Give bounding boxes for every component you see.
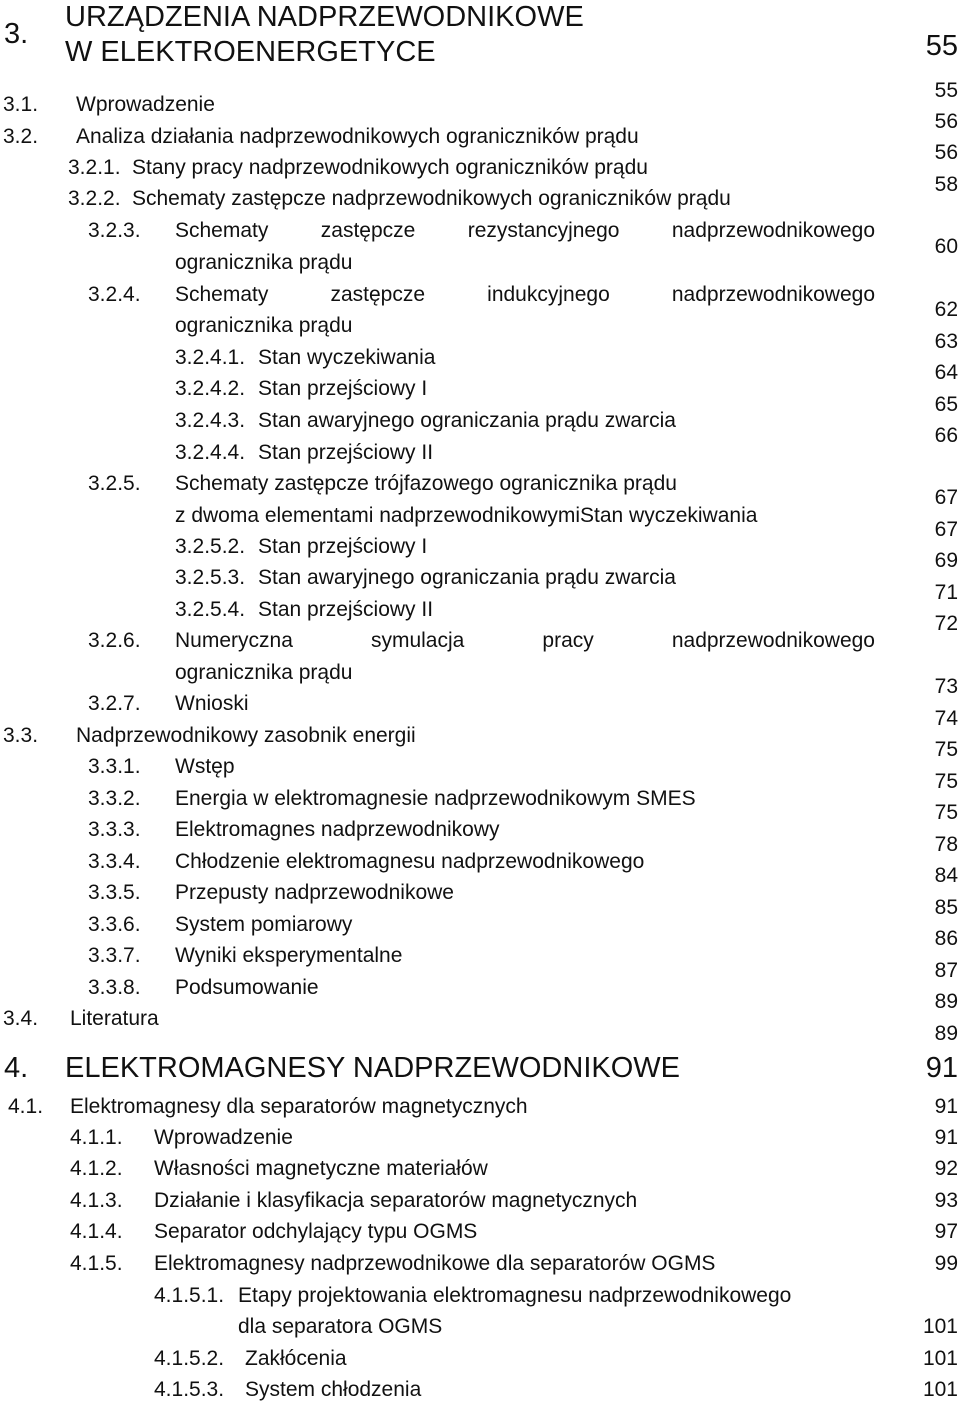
toc-entry-page: 64	[934, 361, 958, 384]
toc-entry-title: Stan przejściowy II	[258, 441, 434, 464]
toc-entry-number: 3.4.	[3, 1007, 39, 1030]
toc-entry-page: 72	[934, 612, 958, 635]
toc-entry-page: 89	[934, 1022, 958, 1045]
toc-entry-number: 4.1.5.3.	[154, 1378, 225, 1401]
toc-entry-title: Wnioski	[175, 692, 249, 715]
toc-entry-page: 93	[934, 1189, 958, 1212]
toc-entry-title: Schematy zastępcze rezystancyjnego nadprzewodnikowego	[175, 219, 875, 242]
toc-entry-page: 75	[934, 801, 958, 824]
toc-entry-title: Wyniki eksperymentalne	[175, 944, 403, 967]
toc-entry-number: 3.2.5.2.	[175, 535, 246, 558]
toc-entry-page: 97	[934, 1220, 958, 1243]
toc-entry-number: 3.2.5.3.	[175, 566, 246, 589]
toc-entry-number: 3.2.4.1.	[175, 346, 246, 369]
toc-entry-page: 58	[934, 173, 958, 196]
toc-entry-page: 84	[934, 864, 958, 887]
toc-entry-number: 3.2.2.	[68, 187, 121, 210]
toc-entry-page: 86	[934, 927, 958, 950]
toc-entry-title: Stan przejściowy I	[258, 377, 428, 400]
toc-entry-title-continued: ogranicznika prądu	[175, 251, 353, 274]
toc-entry-number: 3.2.5.4.	[175, 598, 246, 621]
toc-entry-number: 3.3.4.	[88, 850, 141, 873]
toc-entry-title: Własności magnetyczne materiałów	[154, 1157, 488, 1180]
toc-entry-page: 55	[934, 79, 958, 102]
toc-entry-page: 75	[934, 738, 958, 761]
toc-entry-page: 65	[934, 393, 958, 416]
toc-entry-number: 4.1.5.1.	[154, 1284, 225, 1307]
toc-entry-number: 4.1.3.	[70, 1189, 123, 1212]
toc-entry-title: Schematy zastępcze indukcyjnego nadprzewodnikowego	[175, 283, 875, 306]
toc-entry-page: 87	[934, 959, 958, 982]
toc-entry-page: 99	[934, 1252, 958, 1275]
toc-entry-title: Działanie i klasyfikacja separatorów magnetycznych	[154, 1189, 638, 1212]
toc-entry-title: Wprowadzenie	[154, 1126, 293, 1149]
toc-entry-number: 3.2.4.3.	[175, 409, 246, 432]
toc-entry-number: 4.1.5.2.	[154, 1347, 225, 1370]
toc-entry-page: 63	[934, 330, 958, 353]
toc-entry-number: 3.2.4.	[88, 283, 141, 306]
chapter-page-number: 91	[925, 1052, 958, 1084]
toc-entry-title: Etapy projektowania elektromagnesu nadprzewodnikowego	[238, 1284, 792, 1307]
toc-entry-page: 92	[934, 1157, 958, 1180]
toc-entry-title: Podsumowanie	[175, 976, 319, 999]
toc-entry-title: Schematy zastępcze trójfazowego ogranicznika prądu	[175, 472, 677, 495]
toc-entry-page: 75	[934, 770, 958, 793]
toc-entry-number: 3.3.8.	[88, 976, 141, 999]
toc-entry-number: 3.2.	[3, 125, 39, 148]
toc-entry-page: 67	[934, 486, 958, 509]
toc-entry-title: System pomiarowy	[175, 913, 353, 936]
toc-entry-title: Wprowadzenie	[76, 93, 215, 116]
chapter-title-line1: URZĄDZENIA NADPRZEWODNIKOWE	[65, 1, 584, 33]
toc-entry-number: 3.3.6.	[88, 913, 141, 936]
toc-entry-number: 3.2.5.	[88, 472, 141, 495]
toc-entry-title-continued: ogranicznika prądu	[175, 661, 353, 684]
toc-entry-number: 3.2.1.	[68, 156, 121, 179]
chapter-number: 4.	[4, 1052, 29, 1084]
toc-entry-page: 71	[934, 581, 958, 604]
toc-entry-number: 3.2.4.4.	[175, 441, 246, 464]
toc-entry-number: 3.2.3.	[88, 219, 141, 242]
toc-entry-number: 3.3.5.	[88, 881, 141, 904]
toc-entry-number: 3.3.3.	[88, 818, 141, 841]
toc-entry-page: 89	[934, 990, 958, 1013]
toc-entry-page: 101	[922, 1347, 958, 1370]
toc-entry-title: Literatura	[70, 1007, 159, 1030]
toc-entry-page: 91	[934, 1126, 958, 1149]
toc-entry-number: 4.1.5.	[70, 1252, 123, 1275]
toc-entry-title: Chłodzenie elektromagnesu nadprzewodnikowego	[175, 850, 645, 873]
toc-entry-number: 4.1.2.	[70, 1157, 123, 1180]
toc-entry-page: 91	[934, 1095, 958, 1118]
toc-entry-page: 62	[934, 298, 958, 321]
toc-entry-number: 4.1.4.	[70, 1220, 123, 1243]
toc-entry-page: 69	[934, 549, 958, 572]
toc-entry-title: Wstęp	[175, 755, 235, 778]
toc-entry-page: 74	[934, 707, 958, 730]
chapter-page-number: 55	[925, 30, 958, 62]
toc-entry-page: 60	[934, 235, 958, 258]
toc-entry-title: Zakłócenia	[245, 1347, 347, 1370]
toc-entry-title: System chłodzenia	[245, 1378, 422, 1401]
toc-entry-title: Elektromagnes nadprzewodnikowy	[175, 818, 500, 841]
toc-entry-title: Elektromagnesy dla separatorów magnetycznych	[70, 1095, 528, 1118]
toc-entry-title: Schematy zastępcze nadprzewodnikowych ograniczników prądu	[132, 187, 731, 210]
toc-entry-title: Przepusty nadprzewodnikowe	[175, 881, 454, 904]
chapter-title-line2: W ELEKTROENERGETYCE	[65, 36, 436, 68]
toc-entry-title: Elektromagnesy nadprzewodnikowe dla separatorów OGMS	[154, 1252, 716, 1275]
toc-entry-number: 4.1.1.	[70, 1126, 123, 1149]
toc-entry-number: 3.3.2.	[88, 787, 141, 810]
toc-entry-page: 85	[934, 896, 958, 919]
toc-entry-title: Stan awaryjnego ograniczania prądu zwarcia	[258, 566, 676, 589]
toc-entry-title: Stan przejściowy I	[258, 535, 428, 558]
toc-entry-title: Separator odchylający typu OGMS	[154, 1220, 478, 1243]
toc-entry-title-continued: dla separatora OGMS	[238, 1315, 443, 1338]
toc-entry-title: Nadprzewodnikowy zasobnik energii	[76, 724, 416, 747]
toc-entry-number: 3.2.6.	[88, 629, 141, 652]
toc-entry-number: 3.3.	[3, 724, 39, 747]
toc-entry-number: 4.1.	[8, 1095, 44, 1118]
toc-entry-number: 3.3.1.	[88, 755, 141, 778]
toc-entry-page: 101	[922, 1378, 958, 1401]
toc-entry-number: 3.1.	[3, 93, 39, 116]
toc-entry-title: Numeryczna symulacja pracy nadprzewodnikowego	[175, 629, 875, 652]
toc-entry-page: 78	[934, 833, 958, 856]
chapter-number: 3.	[4, 18, 29, 50]
toc-entry-page: 101	[922, 1315, 958, 1338]
toc-entry-page: 66	[934, 424, 958, 447]
toc-entry-title: Stan przejściowy II	[258, 598, 434, 621]
toc-entry-title: Energia w elektromagnesie nadprzewodnikowym SMES	[175, 787, 696, 810]
toc-entry-number: 3.2.4.2.	[175, 377, 246, 400]
toc-entry-title-continued: z dwoma elementami nadprzewodnikowymiStan wyczekiwania	[175, 504, 758, 527]
toc-entry-number: 3.3.7.	[88, 944, 141, 967]
toc-entry-page: 56	[934, 141, 958, 164]
toc-entry-page: 56	[934, 110, 958, 133]
toc-entry-page: 73	[934, 675, 958, 698]
toc-entry-title: Analiza działania nadprzewodnikowych ograniczników prądu	[76, 125, 639, 148]
chapter-title: ELEKTROMAGNESY NADPRZEWODNIKOWE	[65, 1052, 680, 1084]
toc-entry-page: 67	[934, 518, 958, 541]
toc-entry-number: 3.2.7.	[88, 692, 141, 715]
toc-entry-title: Stan wyczekiwania	[258, 346, 436, 369]
toc-entry-title-continued: ogranicznika prądu	[175, 314, 353, 337]
toc-entry-title: Stany pracy nadprzewodnikowych ograniczników prądu	[132, 156, 648, 179]
toc-entry-title: Stan awaryjnego ograniczania prądu zwarcia	[258, 409, 676, 432]
